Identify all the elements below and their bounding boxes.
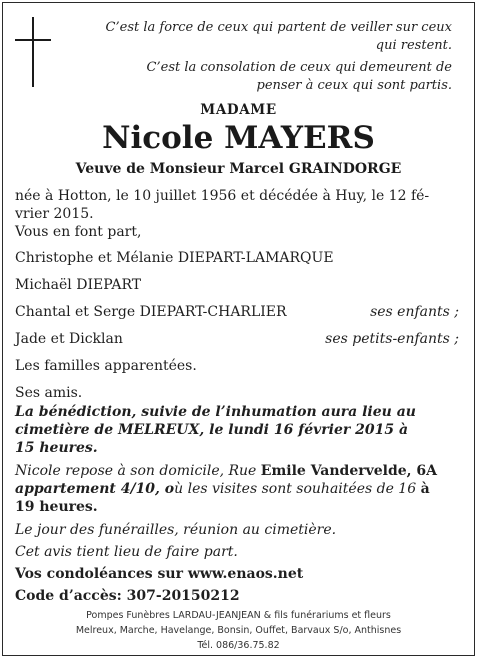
honorific: MADAME [200,102,277,118]
funeral-note: Le jour des funérailles, réunion au cimetière. [15,522,337,538]
family-names: Chantal et Serge DIEPART-CHARLIER [15,304,287,320]
condolences-link[interactable]: Vos condoléances sur www.enaos.net [15,566,304,582]
birth-death-info [15,187,459,241]
footer-line: Pompes Funèbres LARDAU-JEANJEAN & fils funérariums et fleurs [86,610,391,621]
footer-line: Tél. 086/36.75.82 [197,640,280,651]
family-names: Les familles apparentées. [15,358,197,374]
rest-address: appartement 4/10, o [15,481,175,497]
quote-consolation [72,59,452,95]
ceremony-info [15,403,459,457]
family-row [15,384,459,402]
birth-death-line: née à Hotton, le 10 juillet 1956 et décédée à Huy, le 12 fé- [15,188,430,204]
ceremony-line: 15 heures. [15,440,98,456]
family-names: Michaël DIEPART [15,277,142,293]
family-relation: ses petits-enfants ; [325,331,459,347]
funeral-home-footer [3,608,474,653]
family-row [15,303,459,321]
ceremony-line: La bénédiction, suivie de l’inhumation aura lieu au [15,404,416,420]
obituary-card [2,2,475,656]
cross-icon [15,17,51,87]
family-row [15,249,459,267]
family-row [15,357,459,375]
birth-death-line: vrier 2015. [15,206,94,222]
family-relation: ses enfants ; [370,304,459,320]
quote-line: qui restent. [375,38,452,53]
rest-text: Nicole repose à son domicile, Rue [15,463,261,479]
family-names: Ses amis. [15,385,83,401]
family-row [15,276,459,294]
announce-text: Vous en font part, [15,224,142,240]
ceremony-line: cimetière de MELREUX, le lundi 16 février 2015 à [15,422,409,438]
quote-line: C’est la consolation de ceux qui demeurent de [146,60,452,75]
family-names: Jade et Dicklan [15,331,123,347]
family-row [15,330,459,348]
deceased-name: Nicole MAYERS [102,120,375,156]
footer-line: Melreux, Marche, Havelange, Bonsin, Ouffet, Barvaux S/o, Anthisnes [75,625,402,636]
rest-text: ù les visites sont souhaitées de 16 [174,481,421,497]
notice-note: Cet avis tient lieu de faire part. [15,544,238,560]
quote-strength [72,19,452,55]
rest-hours: 19 heures. [15,499,98,515]
family-names: Christophe et Mélanie DIEPART-LAMARQUE [15,250,334,266]
quote-line: penser à ceux qui sont partis. [256,78,452,93]
rest-text: à [420,481,430,497]
rest-address: Emile Vandervelde, 6A [260,463,438,479]
widow-of: Veuve de Monsieur Marcel GRAINDORGE [75,161,402,177]
rest-info [15,462,459,516]
access-code: Code d’accès: 307-20150212 [15,588,240,604]
quote-line: C’est la force de ceux qui partent de veiller sur ceux [105,20,452,35]
